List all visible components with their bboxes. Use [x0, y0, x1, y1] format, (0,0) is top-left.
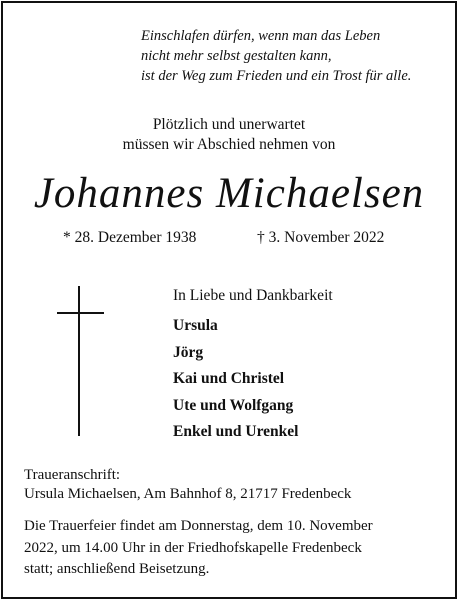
cross-icon-bar	[57, 312, 104, 314]
dedication: In Liebe und Dankbarkeit	[173, 287, 333, 304]
poem-line: Einschlafen dürfen, wenn man das Leben	[141, 28, 381, 44]
service-line: statt; anschließend Beisetzung.	[24, 561, 210, 577]
service-line: Die Trauerfeier findet am Donnerstag, dem 10. November	[24, 518, 373, 534]
birth-date: * 28. Dezember 1938	[63, 229, 197, 246]
mourner-name: Ute und Wolfgang	[173, 396, 294, 414]
deceased-name: Johannes Michaelsen	[33, 170, 425, 217]
poem-line: ist der Weg zum Frieden und ein Trost für alle.	[141, 68, 412, 84]
mourner-name: Jörg	[173, 343, 204, 361]
poem-line: nicht mehr selbst gestalten kann,	[141, 48, 332, 64]
mourners-list	[173, 313, 298, 446]
death-date: † 3. November 2022	[257, 229, 385, 246]
mourner-name: Ursula	[173, 317, 218, 334]
intro-text	[0, 115, 458, 155]
mourner-name: Enkel und Urenkel	[173, 423, 299, 440]
service-info	[24, 516, 434, 581]
cross-icon	[78, 286, 80, 436]
address-line: Ursula Michaelsen, Am Bahnhof 8, 21717 Fredenbeck	[24, 485, 352, 502]
service-line: 2022, um 14.00 Uhr in der Friedhofskapelle Fredenbeck	[24, 539, 362, 556]
address-label: Traueranschrift:	[24, 467, 121, 483]
mourner-name: Kai und Christel	[173, 370, 285, 387]
poem	[141, 26, 411, 86]
intro-line: müssen wir Abschied nehmen von	[122, 136, 336, 153]
mourning-address	[24, 466, 351, 503]
intro-line: Plötzlich und unerwartet	[152, 116, 306, 133]
